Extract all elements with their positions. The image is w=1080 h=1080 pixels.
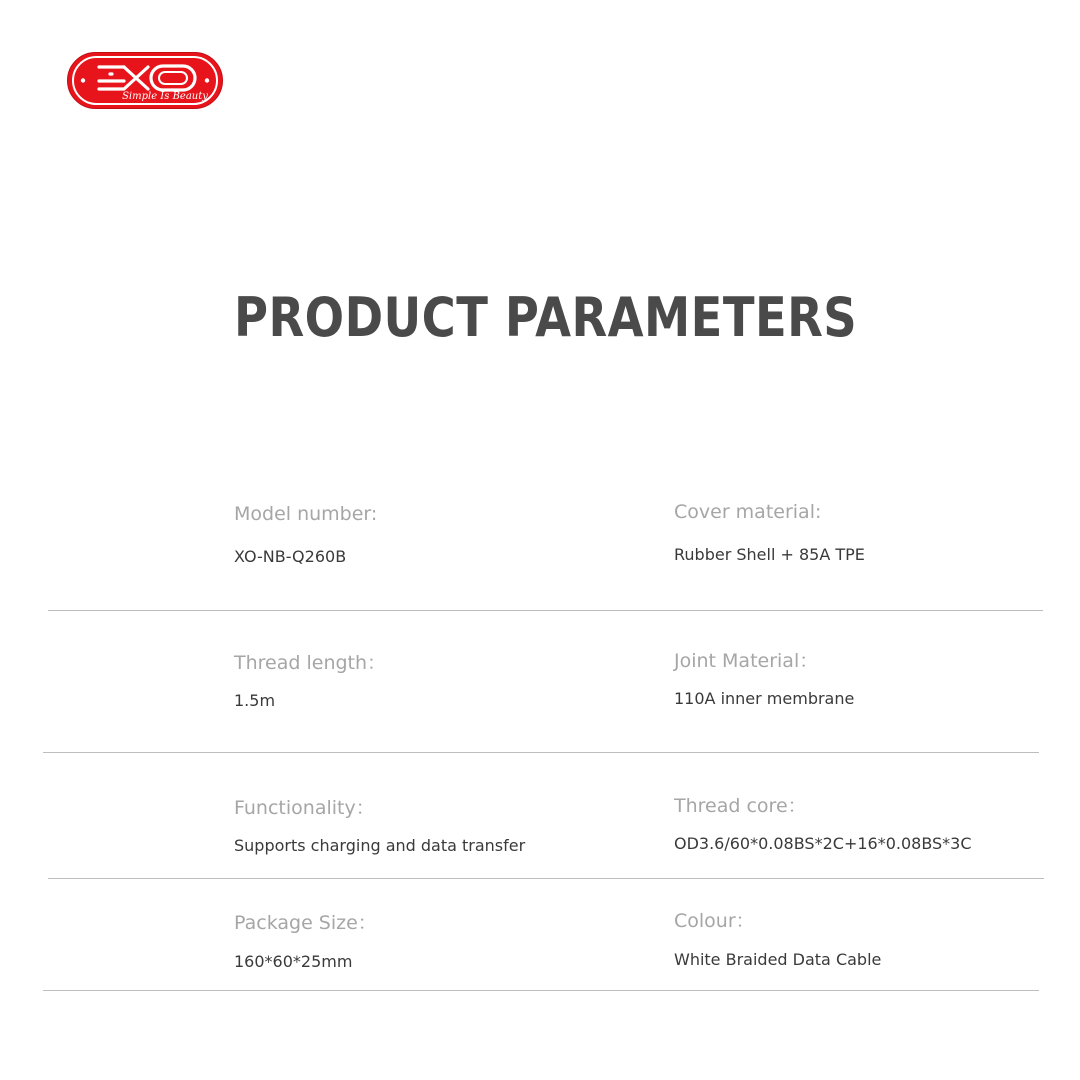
param-value-colour: White Braided Data Cable xyxy=(674,950,882,969)
param-label-thread-length: Thread length： xyxy=(234,652,387,674)
xo-logo xyxy=(66,51,224,110)
row-divider xyxy=(43,990,1039,991)
param-value-thread-length: 1.5m xyxy=(234,691,276,710)
param-label-cover-material: Cover material: xyxy=(674,501,822,523)
param-value-package-size: 160*60*25mm xyxy=(234,952,353,971)
param-label-package-size: Package Size： xyxy=(234,912,377,934)
param-label-colour: Colour： xyxy=(674,910,755,932)
param-value-cover-material: Rubber Shell + 85A TPE xyxy=(674,545,865,564)
param-value-thread-core: OD3.6/60*0.08BS*2C+16*0.08BS*3C xyxy=(674,834,972,853)
param-value-functionality: Supports charging and data transfer xyxy=(234,836,526,855)
param-label-functionality: Functionality： xyxy=(234,797,375,819)
param-value-model-number: XO-NB-Q260B xyxy=(234,547,347,566)
param-label-thread-core: Thread core： xyxy=(674,795,807,817)
param-label-joint-material: Joint Material： xyxy=(674,650,819,672)
param-label-model-number: Model number: xyxy=(234,503,378,525)
page-title: PRODUCT PARAMETERS xyxy=(234,286,858,349)
logo-slogan: Simple Is Beauty xyxy=(122,91,208,102)
row-divider xyxy=(43,752,1039,753)
row-divider xyxy=(48,610,1043,611)
row-divider xyxy=(48,878,1044,879)
param-value-joint-material: 110A inner membrane xyxy=(674,689,855,708)
